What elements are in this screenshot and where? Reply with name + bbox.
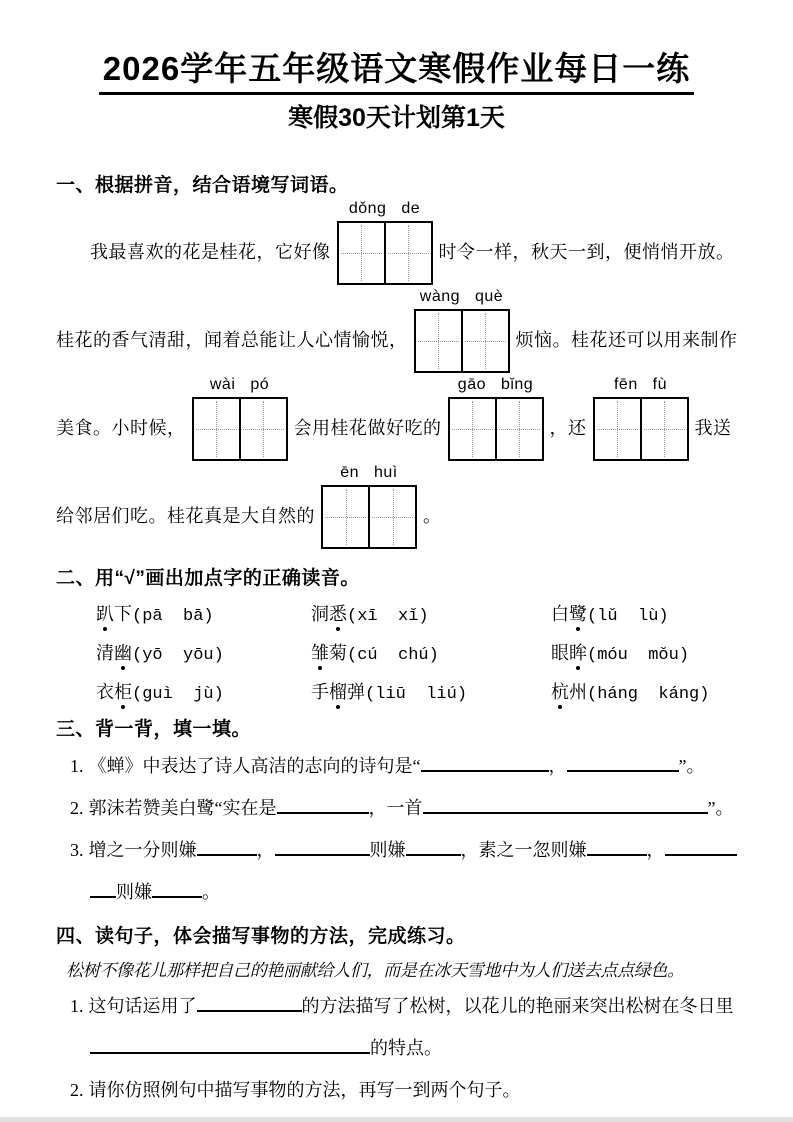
fill-blank-item-3 — [70, 834, 737, 867]
blank-line[interactable] — [90, 876, 116, 898]
line4-text-before: 给邻居们吃。桂花真是大自然的 — [56, 505, 315, 526]
writing-grid-box[interactable] — [448, 397, 544, 461]
item-number: 2. — [70, 1079, 84, 1100]
writing-grid-box[interactable] — [192, 397, 288, 461]
item-word: 白鹭 — [551, 604, 587, 624]
item-text: 请你仿照例句中描写事物的方法，再写一到两个句子。 — [88, 1079, 521, 1100]
writing-grid-box[interactable] — [593, 397, 689, 461]
line1-text-before: 我最喜欢的花是桂花，它好像 — [90, 241, 331, 262]
page-subtitle: 寒假30天计划第1天 — [288, 103, 505, 132]
item-word: 清幽 — [96, 643, 132, 663]
item-text: 。 — [202, 881, 220, 902]
item-text: ，素之一忽则嫌 — [460, 839, 587, 860]
fill-pinyin-line-3 — [56, 375, 737, 461]
question-2 — [70, 1074, 737, 1107]
pinyin-label: gāo bǐng — [457, 375, 534, 393]
blank-line[interactable] — [197, 834, 257, 856]
item-text: 的特点。 — [370, 1037, 442, 1058]
item-text: 则嫌 — [369, 839, 406, 860]
fill-pinyin-line-2 — [56, 287, 737, 373]
blank-line[interactable] — [587, 834, 647, 856]
pinyin-writing-grid — [192, 375, 288, 461]
blank-line[interactable] — [421, 750, 549, 772]
pinyin-writing-grid — [448, 375, 544, 461]
item-number: 1. — [70, 995, 84, 1016]
pinyin-label: wàng què — [419, 287, 504, 305]
item-text: 《蝉》中表达了诗人高洁的志向的诗句是“ — [88, 755, 421, 776]
section1-heading: 一、根据拼音，结合语境写词语。 — [56, 174, 349, 196]
item-text: 则嫌 — [116, 881, 152, 902]
pronunciation-item[interactable] — [551, 600, 737, 626]
pinyin-label: ēn huì — [340, 463, 398, 481]
fill-blank-item-1 — [70, 750, 737, 783]
pronunciation-list — [96, 600, 737, 704]
pinyin-options: (liū liú) — [365, 684, 468, 704]
item-text: ”。 — [678, 755, 705, 776]
blank-line[interactable] — [275, 834, 370, 856]
pronunciation-item[interactable] — [96, 639, 311, 665]
grid-cell — [461, 311, 508, 371]
pinyin-options: (xī xǐ) — [347, 606, 429, 626]
item-text: 这句话运用了 — [88, 995, 197, 1016]
line3-text-1: 美食。小时候， — [56, 417, 186, 438]
pinyin-writing-grid — [337, 199, 433, 285]
question-1 — [70, 990, 737, 1023]
item-word: 眼眸 — [551, 643, 587, 663]
item-text: ”。 — [707, 797, 734, 818]
line3-text-3: ，还 — [549, 417, 587, 438]
pinyin-label: fēn fù — [613, 375, 668, 393]
grid-cell — [323, 487, 368, 547]
fill-blank-item-2 — [70, 792, 737, 825]
dotted-character: 榴 — [329, 678, 347, 704]
line3-text-2: 会用桂花做好吃的 — [293, 417, 442, 438]
section2-heading: 二、用“√”画出加点字的正确读音。 — [56, 567, 360, 589]
grid-cell — [450, 399, 495, 459]
writing-grid-box[interactable] — [414, 309, 510, 373]
page-title — [56, 50, 737, 95]
dotted-character: 趴 — [96, 600, 114, 626]
page-header — [56, 50, 737, 134]
section-1 — [56, 170, 737, 549]
line2-text-before: 桂花的香气清甜，闻着总能让人心情愉悦， — [56, 329, 408, 350]
pronunciation-item[interactable] — [96, 678, 311, 704]
dotted-character: 眸 — [569, 639, 587, 665]
pinyin-options: (pā bā) — [132, 606, 214, 626]
pronunciation-item[interactable] — [96, 600, 311, 626]
item-text: 郭沫若赞美白鹭“实在是 — [88, 797, 277, 818]
item-number: 3. — [70, 839, 84, 860]
pinyin-options: (cú chú) — [347, 645, 439, 665]
blank-line[interactable] — [90, 1032, 370, 1054]
pinyin-writing-grid — [321, 463, 417, 549]
pinyin-writing-grid — [414, 287, 510, 373]
fill-pinyin-line-1 — [56, 199, 737, 285]
pinyin-label: dǒng de — [348, 199, 421, 217]
dotted-character: 杭 — [551, 678, 569, 704]
item-text: 增之一分则嫌 — [88, 839, 197, 860]
pinyin-options: (yō yōu) — [132, 645, 224, 665]
grid-cell — [339, 223, 384, 283]
pronunciation-item[interactable] — [311, 678, 551, 704]
item-word: 趴下 — [96, 604, 132, 624]
fill-pinyin-line-4 — [56, 463, 737, 549]
pinyin-options: (háng káng) — [587, 684, 710, 704]
item-word: 洞悉 — [311, 604, 347, 624]
grid-cell — [239, 399, 286, 459]
blank-line[interactable] — [277, 792, 369, 814]
grid-cell — [595, 399, 640, 459]
item-number: 2. — [70, 797, 84, 818]
writing-grid-box[interactable] — [321, 485, 417, 549]
item-word: 衣柜 — [96, 682, 132, 702]
section3-heading: 三、背一背，填一填。 — [56, 718, 252, 740]
item-text: ， — [646, 839, 665, 860]
pronunciation-item[interactable] — [311, 639, 551, 665]
item-word: 手榴弹 — [311, 682, 365, 702]
pinyin-options: (lǔ lù) — [587, 606, 669, 626]
item-number: 1. — [70, 755, 84, 776]
pronunciation-item[interactable] — [551, 639, 737, 665]
blank-line[interactable] — [152, 876, 202, 898]
pronunciation-item[interactable] — [311, 600, 551, 626]
item-word: 雏菊 — [311, 643, 347, 663]
dotted-character: 鹭 — [569, 600, 587, 626]
line3-text-4: 我送 — [694, 417, 732, 438]
item-text: ， — [256, 839, 275, 860]
grid-cell — [384, 223, 431, 283]
question-1-continued — [90, 1032, 737, 1065]
blank-line[interactable] — [423, 792, 708, 814]
dotted-character: 雏 — [311, 639, 329, 665]
line2-text-after: 烦恼。桂花还可以用来制作 — [515, 329, 738, 350]
fill-blank-item-3-continued — [90, 876, 737, 909]
grid-cell — [640, 399, 687, 459]
section-4 — [56, 921, 737, 1122]
example-sentence: 松树不像花儿那样把自己的艳丽献给人们，而是在冰天雪地中为人们送去点点绿色。 — [66, 960, 684, 980]
pinyin-label: wài pó — [209, 375, 270, 393]
item-text: ，一首 — [368, 797, 423, 818]
blank-line[interactable] — [197, 990, 302, 1012]
item-word: 杭州 — [551, 682, 587, 702]
pinyin-writing-grid — [593, 375, 689, 461]
pinyin-options: (guì jù) — [132, 684, 224, 704]
item-text: 的方法描写了松树，以花儿的艳丽来突出松树在冬日里 — [301, 995, 734, 1016]
dotted-character: 幽 — [114, 639, 132, 665]
blank-line[interactable] — [665, 834, 737, 856]
blank-line[interactable] — [567, 750, 679, 772]
line4-text-after: 。 — [423, 505, 442, 526]
grid-cell — [194, 399, 239, 459]
section-2 — [56, 563, 737, 704]
line1-text-after: 时令一样，秋天一到，便悄悄开放。 — [438, 241, 735, 262]
grid-cell — [368, 487, 415, 547]
writing-grid-box[interactable] — [337, 221, 433, 285]
dotted-character: 柜 — [114, 678, 132, 704]
blank-line[interactable] — [406, 834, 461, 856]
pinyin-options: (móu mǒu) — [587, 645, 690, 665]
pronunciation-item[interactable] — [551, 678, 737, 704]
dotted-character: 悉 — [329, 600, 347, 626]
grid-cell — [495, 399, 542, 459]
section-3 — [56, 714, 737, 909]
item-text: ， — [548, 755, 567, 776]
page-cutoff-strip — [0, 1117, 793, 1122]
page-title-text: 2026学年五年级语文寒假作业每日一练 — [99, 50, 694, 95]
grid-cell — [416, 311, 461, 371]
section4-heading: 四、读句子，体会描写事物的方法，完成练习。 — [56, 925, 466, 947]
